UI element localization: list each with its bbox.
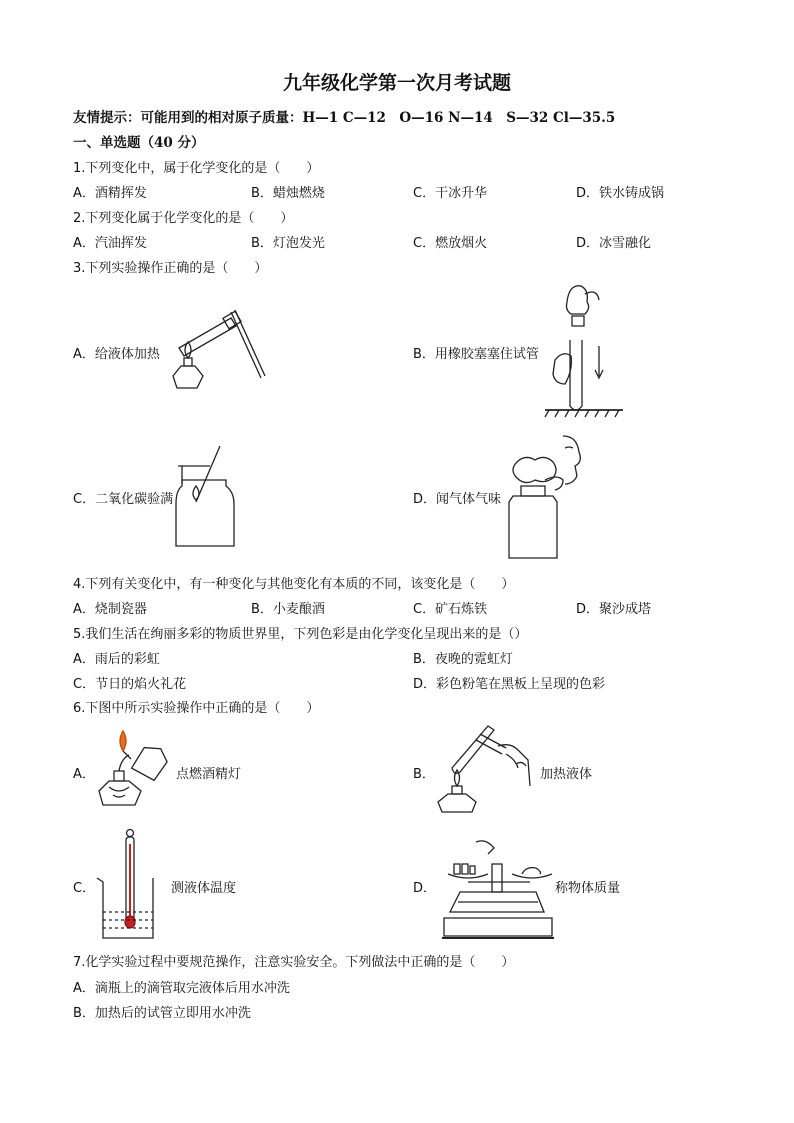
q2-option-b: B．灯泡发光 <box>251 236 325 251</box>
q1-option-c: C．干冰升华 <box>413 186 488 201</box>
atomic-mass-tip: 友情提示：可能用到的相对原子质量：H—1 C—12 O—16 N—14 S—32 Cl—35.5 <box>73 110 616 126</box>
q4-option-c: C．矿石炼铁 <box>413 602 488 617</box>
q5-option-b: B．夜晚的霓虹灯 <box>413 652 513 667</box>
q1-option-d: D．铁水铸成锅 <box>576 186 665 201</box>
page-title: 九年级化学第一次月考试题 <box>282 72 511 94</box>
q6-option-b: B． <box>413 767 435 782</box>
q3d-smell-gas-figure <box>505 430 600 560</box>
section-heading: 一、单选题（40 分） <box>73 135 205 151</box>
question-1-stem: 1.下列变化中，属于化学变化的是（ ） <box>73 161 320 176</box>
q3-option-b: B．用橡胶塞塞住试管 <box>413 347 539 362</box>
q3a-heating-liquid-figure <box>165 300 270 390</box>
q1-option-a: A．酒精挥发 <box>73 186 147 201</box>
q1-option-b: B．蜡烛燃烧 <box>251 186 325 201</box>
q5-option-c: C．节日的焰火礼花 <box>73 677 187 692</box>
question-3-stem: 3.下列实验操作正确的是（ ） <box>73 261 268 276</box>
q2-option-a: A．汽油挥发 <box>73 236 147 251</box>
q5-option-a: A．雨后的彩虹 <box>73 652 160 667</box>
q6-option-a: A． <box>73 767 95 782</box>
q6-option-c: C． <box>73 881 96 896</box>
q3-option-d: D．闻气体气味 <box>413 492 502 507</box>
q6-caption-a: 点燃酒精灯 <box>176 767 242 782</box>
question-5-stem: 5.我们生活在绚丽多彩的物质世界里，下列色彩是由化学变化呈现出来的是（） <box>73 627 528 642</box>
question-4-stem: 4.下列有关变化中，有一种变化与其他变化有本质的不同，该变化是（ ） <box>73 577 515 592</box>
q3c-co2-check-figure <box>178 440 238 550</box>
q4-option-d: D．聚沙成塔 <box>576 602 652 617</box>
q5-option-d: D．彩色粉笔在黑板上呈现的色彩 <box>413 677 606 692</box>
q7-option-a: A．滴瓶上的滴管取完液体后用水冲洗 <box>73 981 290 996</box>
q4-option-a: A．烧制瓷器 <box>73 602 147 617</box>
q6-caption-d: 称物体质量 <box>555 881 621 896</box>
q6b-heat-liquid-figure <box>432 720 540 815</box>
question-2-stem: 2.下列变化属于化学变化的是（ ） <box>73 211 294 226</box>
q6c-thermometer-figure <box>97 828 159 940</box>
q2-option-c: C．燃放烟火 <box>413 236 488 251</box>
q3-option-a: A．给液体加热 <box>73 347 160 362</box>
question-7-stem: 7.化学实验过程中要规范操作，注意实验安全。下列做法中正确的是（ ） <box>73 955 515 970</box>
q7-option-b: B．加热后的试管立即用水冲洗 <box>73 1006 251 1021</box>
q6-caption-c: 测液体温度 <box>171 881 237 896</box>
q3b-stopper-figure <box>545 280 625 420</box>
question-6-stem: 6.下图中所示实验操作中正确的是（ ） <box>73 701 320 716</box>
q6d-balance-figure <box>440 838 555 941</box>
q6a-light-lamp-figure <box>95 725 175 810</box>
q6-caption-b: 加热液体 <box>540 767 593 782</box>
q6-option-d: D． <box>413 881 437 896</box>
q4-option-b: B．小麦酿酒 <box>251 602 325 617</box>
q2-option-d: D．冰雪融化 <box>576 236 652 251</box>
q3-option-c: C．二氧化碳验满 <box>73 492 174 507</box>
